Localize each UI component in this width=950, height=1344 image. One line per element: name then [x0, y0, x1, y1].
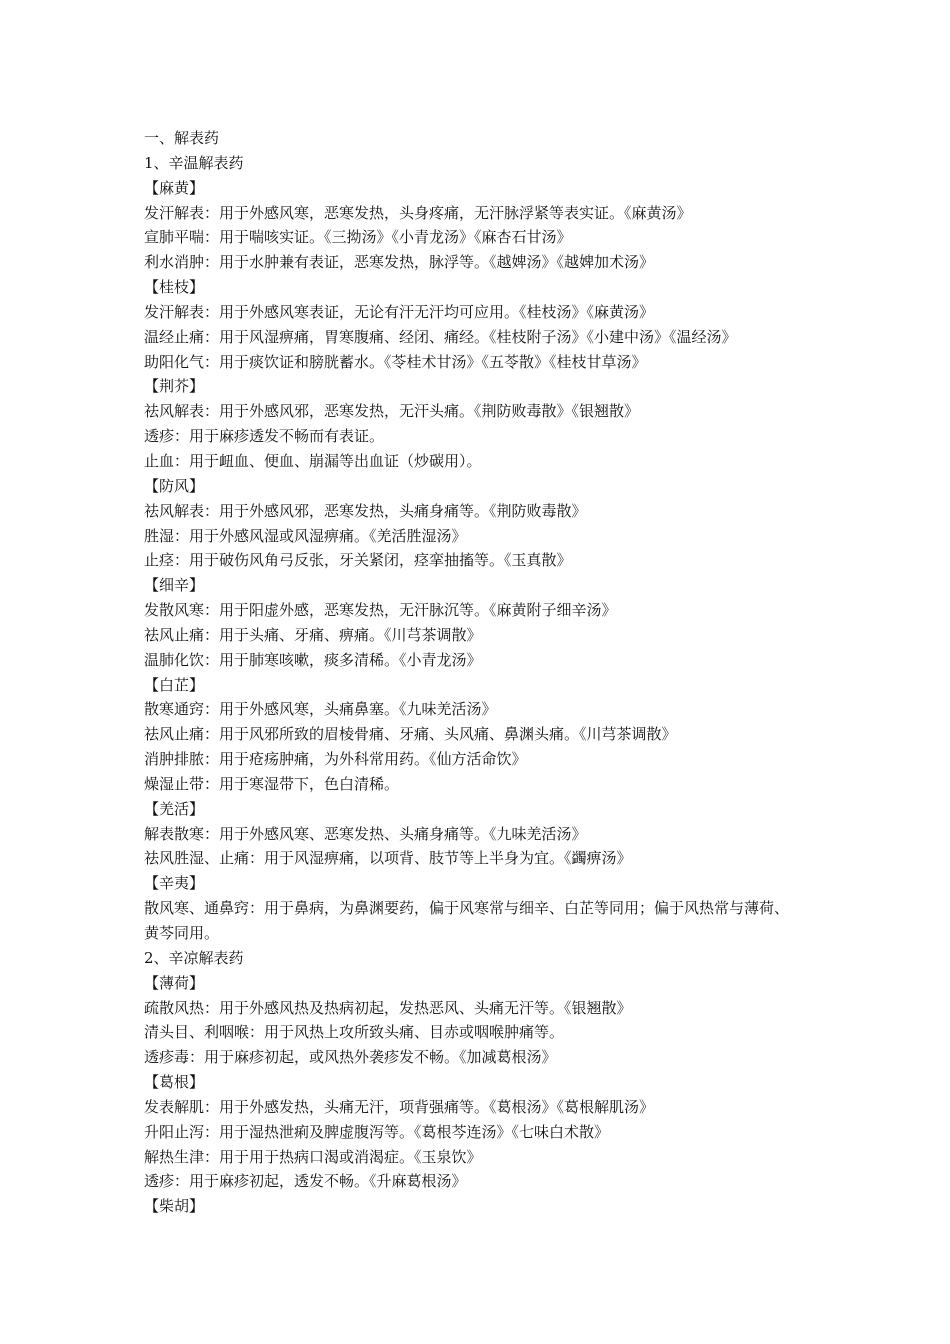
text-line: 祛风胜湿、止痛：用于风湿痹痛，以项背、肢节等上半身为宜。《蠲痹汤》	[144, 849, 632, 868]
herb-heading: 【荆芥】	[144, 377, 205, 396]
herb-heading: 【羌活】	[144, 799, 205, 818]
text-line: 散风寒、通鼻窍：用于鼻病，为鼻渊要药，偏于风寒常与细辛、白芷等同用；偏于风热常与薄荷、	[144, 899, 790, 918]
herb-heading: 【柴胡】	[144, 1197, 205, 1216]
text-line: 助阳化气：用于痰饮证和膀胱蓄水。《苓桂术甘汤》《五苓散》《桂枝甘草汤》	[144, 352, 647, 371]
herb-heading: 【白芷】	[144, 675, 205, 694]
text-line: 散寒通窍：用于外感风寒，头痛鼻塞。《九味羌活汤》	[144, 700, 497, 719]
section-heading: 一、解表药	[144, 129, 220, 147]
text-line: 解表散寒：用于外感风寒、恶寒发热、头痛身痛等。《九味羌活汤》	[144, 824, 587, 843]
text-line: 发汗解表：用于外感风寒，恶寒发热，头身疼痛，无汗脉浮紧等表实证。《麻黄汤》	[144, 203, 692, 222]
herb-heading: 【防风】	[144, 476, 205, 495]
herb-heading: 【薄荷】	[144, 973, 205, 992]
subsection-heading: 1、辛温解表药	[144, 153, 244, 172]
text-line: 疏散风热：用于外感风热及热病初起，发热恶风、头痛无汗等。《银翘散》	[144, 998, 632, 1017]
herb-heading: 【葛根】	[144, 1073, 205, 1092]
text-line: 祛风解表：用于外感风邪，恶寒发热，头痛身痛等。《荆防败毒散》	[144, 501, 587, 520]
herb-heading: 【辛夷】	[144, 874, 205, 893]
text-line: 升阳止泻：用于湿热泄痢及脾虚腹泻等。《葛根芩连汤》《七味白术散》	[144, 1122, 610, 1141]
text-line: 温肺化饮：用于肺寒咳嗽，痰多清稀。《小青龙汤》	[144, 650, 482, 669]
text-line: 温经止痛：用于风湿痹痛，胃寒腹痛、经闭、痛经。《桂枝附子汤》《小建中汤》《温经汤》	[144, 327, 737, 346]
text-line: 清头目、利咽喉：用于风热上攻所致头痛、目赤或咽喉肿痛等。	[144, 1023, 565, 1042]
text-line: 透疹：用于麻疹透发不畅而有表证。	[144, 427, 385, 446]
text-line: 胜湿：用于外感风湿或风湿痹痛。《羌活胜湿汤》	[144, 526, 467, 545]
text-line: 发汗解表：用于外感风寒表证，无论有汗无汗均可应用。《桂枝汤》《麻黄汤》	[144, 302, 655, 321]
herb-heading: 【细辛】	[144, 576, 205, 595]
text-line: 宣肺平喘：用于喘咳实证。《三拗汤》《小青龙汤》《麻杏石甘汤》	[144, 228, 572, 247]
text-line: 解热生津：用于用于热病口渴或消渴症。《玉泉饮》	[144, 1147, 482, 1166]
text-line: 透疹：用于麻疹初起，透发不畅。《升麻葛根汤》	[144, 1172, 467, 1191]
text-line: 黄芩同用。	[144, 924, 220, 942]
document-body	[144, 126, 834, 1219]
herb-heading: 【麻黄】	[144, 178, 205, 197]
text-line: 消肿排脓：用于疮疡肿痛，为外科常用药。《仙方活命饮》	[144, 750, 527, 769]
text-line: 祛风解表：用于外感风邪，恶寒发热，无汗头痛。《荆防败毒散》《银翘散》	[144, 402, 640, 421]
text-line: 发散风寒：用于阳虚外感，恶寒发热，无汗脉沉等。《麻黄附子细辛汤》	[144, 601, 617, 620]
text-line: 发表解肌：用于外感发热，头痛无汗，项背强痛等。《葛根汤》《葛根解肌汤》	[144, 1097, 655, 1116]
text-line: 止血：用于衄血、便血、崩漏等出血证（炒碳用）。	[144, 451, 482, 470]
text-line: 祛风止痛：用于头痛、牙痛、痹痛。《川芎茶调散》	[144, 625, 482, 644]
subsection-heading: 2、辛凉解表药	[144, 948, 244, 967]
text-line: 利水消肿：用于水肿兼有表证，恶寒发热，脉浮等。《越婢汤》《越婢加术汤》	[144, 253, 655, 272]
text-line: 透疹毒：用于麻疹初起，或风热外袭疹发不畅。《加减葛根汤》	[144, 1048, 557, 1067]
text-line: 祛风止痛：用于风邪所致的眉棱骨痛、牙痛、头风痛、鼻渊头痛。《川芎茶调散》	[144, 725, 677, 744]
text-line: 燥湿止带：用于寒湿带下，色白清稀。	[144, 774, 400, 793]
text-line: 止痉：用于破伤风角弓反张，牙关紧闭，痉挛抽搐等。《玉真散》	[144, 551, 572, 570]
herb-heading: 【桂枝】	[144, 278, 205, 297]
